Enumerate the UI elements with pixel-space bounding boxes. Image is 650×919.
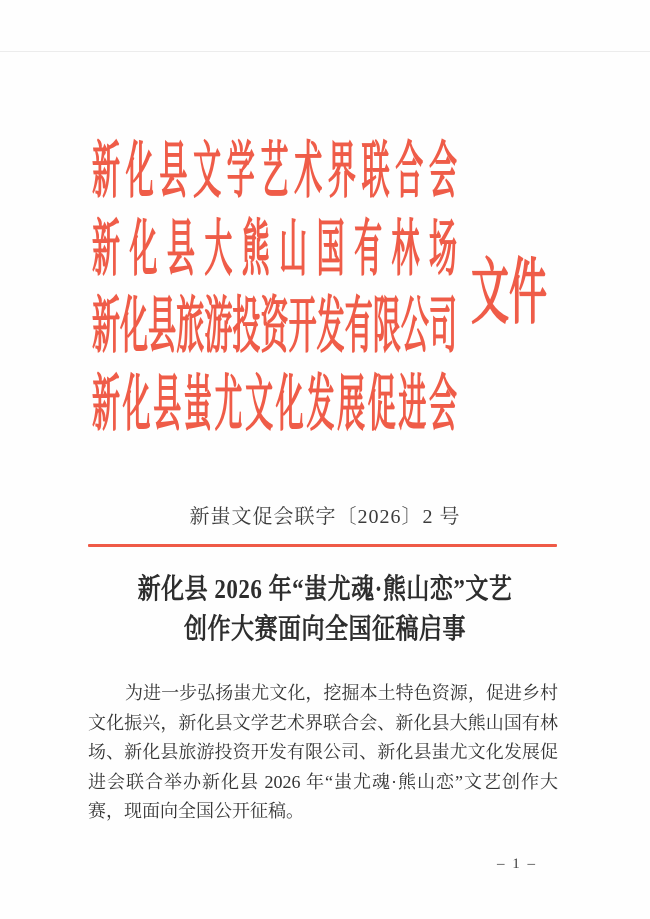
letterhead-org-line-1 [92,138,457,221]
title-line-2: 创作大赛面向全国征稿启事 [184,613,466,644]
document-title [60,569,590,649]
letterhead-org-line-2 [92,216,457,299]
letterhead-org-name: 新化县大熊山国有林场 [92,216,457,285]
letterhead-org-name: 新化县旅游投资开发有限公司 [92,293,457,362]
red-divider-line [88,544,557,547]
document-title-row-2 [60,609,590,649]
document-title-row-1 [60,569,590,609]
doc-type-label: 文件 [471,254,548,334]
doc-type-label-container [471,254,548,334]
letterhead-org-name: 新化县蚩尤文化发展促进会 [92,371,457,440]
document-number: 新蚩文促会联字〔2026〕2 号 [189,506,461,528]
title-line-1: 新化县 2026 年“蚩尤魂·熊山恋”文艺 [137,573,513,604]
letterhead-org-line-4 [92,371,457,454]
scan-artifact-line [0,51,650,52]
body-paragraph: 为进一步弘扬蚩尤文化，挖掘本土特色资源，促进乡村文化振兴，新化县文学艺术界联合会、新化县大熊山国有林场、新化县旅游投资开发有限公司、新化县蚩尤文化发展促进会联合举办新化县 2026 年“蚩尤魂·熊山恋”文艺创作大赛，现面向全国公开征稿。 [88,683,558,821]
letterhead-org-name: 新化县文学艺术界联合会 [92,138,457,207]
letterhead-org-line-3 [92,293,457,376]
page-number: – 1 – [497,856,537,872]
